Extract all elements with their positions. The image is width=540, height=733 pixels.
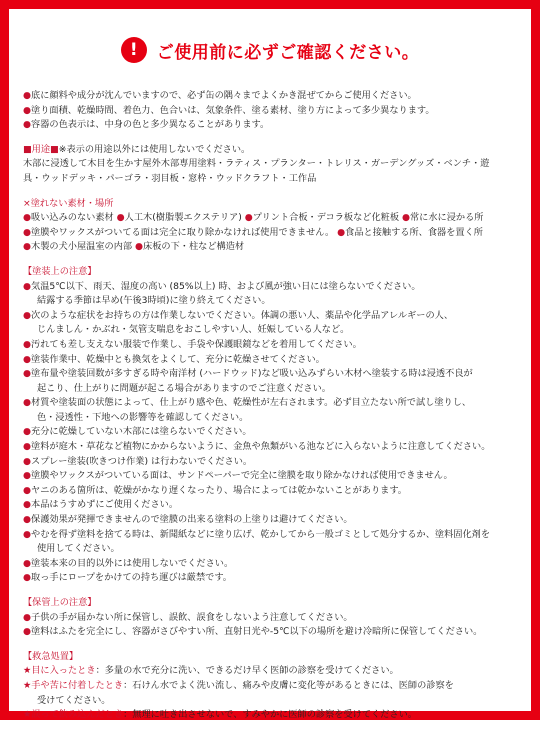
caution-item: ●塗布量や塗装回数が多すぎる時や南洋材 (ハードウッド)など吸い込みずらい木材へ塗装する時は浸透不良が (23, 368, 473, 380)
exclamation-icon: ! (121, 37, 147, 63)
caution-item: ●次のような症状をお持ちの方は作業しないでください。体調の悪い人、薬品や化学品アレルギーの人、 (23, 309, 454, 321)
caution-item: ●塗装本来の目的以外には使用しないでください。 (23, 557, 234, 569)
caution-item: ●汚れても差し支えない服装で作業し、手袋や保護眼鏡などを着用してください。 (23, 338, 362, 350)
caution-item: ●取っ手にロープをかけての持ち運びは厳禁です。 (23, 572, 232, 584)
painting-cautions-section (23, 265, 521, 586)
header (9, 37, 531, 63)
caution-item: ●本品はうすめずにご使用ください。 (23, 499, 179, 511)
not-paintable-heading: ×塗れない素材・場所 (23, 197, 114, 209)
first-aid-heading: 【救急処置】 (23, 650, 79, 662)
painting-cautions-heading: 【塗装上の注意】 (23, 265, 97, 277)
storage-item: ●塗料はふたを完全にし、容器がさびやすい所、直射日光や-5℃以下の場所を避け冷暗所に保管してください。 (23, 626, 483, 638)
page-title: ご使用前に必ずご確認ください。 (156, 42, 420, 63)
caution-item: ●やむを得ず塗料を捨てる時は、新聞紙などに塗り広げ、乾かしてから一般ゴミとして処分するか、塗料固化剤を (23, 528, 491, 540)
caution-item: ●気温5℃以下、雨天、湿度の高い (85%以上) 時、および風が強い日には塗らないでください。 (23, 280, 421, 292)
note-item: ●容器の色表示は、中身の色と多少異なることがあります。 (23, 119, 270, 131)
not-paintable-row: ●木製の犬小屋温室の内部 ●床板の下・柱など構造材 (23, 241, 245, 253)
caution-item: ●塗膜やワックスがついている面は、サンドペーパーで完全に塗膜を取り除かなければ使用できません。 (23, 470, 453, 482)
caution-item-cont: 色・浸透性・下地への影響等を確認してください。 (37, 411, 249, 423)
storage-cautions-section (23, 596, 521, 640)
caution-item: ●塗装作業中、乾燥中とも換気をよくして、充分に乾燥させてください。 (23, 353, 325, 365)
caution-item: ●ヤニのある箇所は、乾燥がかなり遅くなったり、場合によっては乾かないことがあります。 (23, 484, 407, 496)
first-aid-item: ★誤って飲み込んだとき：無理に吐き出させないで、すみやかに医師の診察を受けてください。 (23, 709, 417, 721)
usage-section (23, 143, 521, 187)
usage-heading: ■用途■ (23, 143, 59, 155)
caution-item: ●保護効果が発揮できませんので塗膜の出来る塗料の上塗りは避けてください。 (23, 514, 353, 526)
storage-cautions-heading: 【保管上の注意】 (23, 597, 97, 608)
first-aid-item-cont: 受けてください。 (37, 694, 111, 706)
first-aid-item: ★目に入ったとき：多量の水で充分に洗い、できるだけ早く医師の診察を受けてください。 (23, 665, 399, 677)
caution-item: ●充分に乾燥していない木部には塗らないでください。 (23, 426, 252, 438)
not-paintable-row: ●塗膜やワックスがついてる面は完全に取り除かなければ使用できません。 ●食品と接触する所、食器を置く所 (23, 226, 483, 238)
first-aid-section (23, 650, 521, 723)
content (23, 89, 521, 733)
caution-item-cont: じんましん・かぶれ・気管支喘息をおこしやすい人、妊娠している人など。 (37, 324, 350, 336)
usage-line: ■用途■※表示の用途以外には使用しないでください。 (23, 143, 251, 155)
note-item: ●塗り面積、乾燥時間、着色力、色合いは、気象条件、塗る素材、塗り方によって多少異なります。 (23, 104, 435, 116)
caution-item-cont: 使用してください。 (37, 543, 120, 555)
first-aid-item: ★手や苦に付着したとき：石けん水でよく洗い流し、痛みや皮膚に変化等があるときには、医師の診察を (23, 679, 454, 691)
caution-item: ●スプレー塗装(吹きつけ作業) は行わないでください。 (23, 455, 253, 467)
not-paintable-section (23, 197, 521, 255)
caution-item: ●材質や塗装面の状態によって、仕上がり感や色、乾燥性が左右されます。必ず目立たない所で試し塗りし、 (23, 397, 472, 409)
general-notes (23, 89, 521, 133)
storage-item: ●子供の手が届かない所に保管し、誤飲、誤食をしないよう注意してください。 (23, 611, 353, 623)
caution-item-cont: 起こり、仕上がりに問題が起こる場合がありますのでご注意ください。 (37, 382, 331, 394)
note-item: ●底に顔料や成分が沈んでいますので、必ず缶の隅々までよくかき混ぜてからご使用ください。 (23, 90, 417, 101)
usage-line: 具・ウッドデッキ・パーゴラ・羽目板・窓枠・ウッドクラフト・工作品 (23, 172, 317, 184)
not-paintable-row: ●吸い込みのない素材 ●人工木(樹脂製エクステリア) ●プリント合板・デコラ板など化粧板 ●常に水に浸かる所 (23, 212, 484, 224)
usage-line: 木部に浸透して木目を生かす屋外木部専用塗料・ラティス・プランター・トレリス・ガーデングッズ・ベンチ・遊 (23, 158, 490, 170)
caution-item: ●塗料が庭木・草花など植物にかからないように、金魚や魚類がいる池などに入らないように注意してください。 (23, 441, 491, 453)
caution-item-cont: 結露する季節は早め(午後3時頃)に塗り終えてください。 (37, 295, 271, 307)
